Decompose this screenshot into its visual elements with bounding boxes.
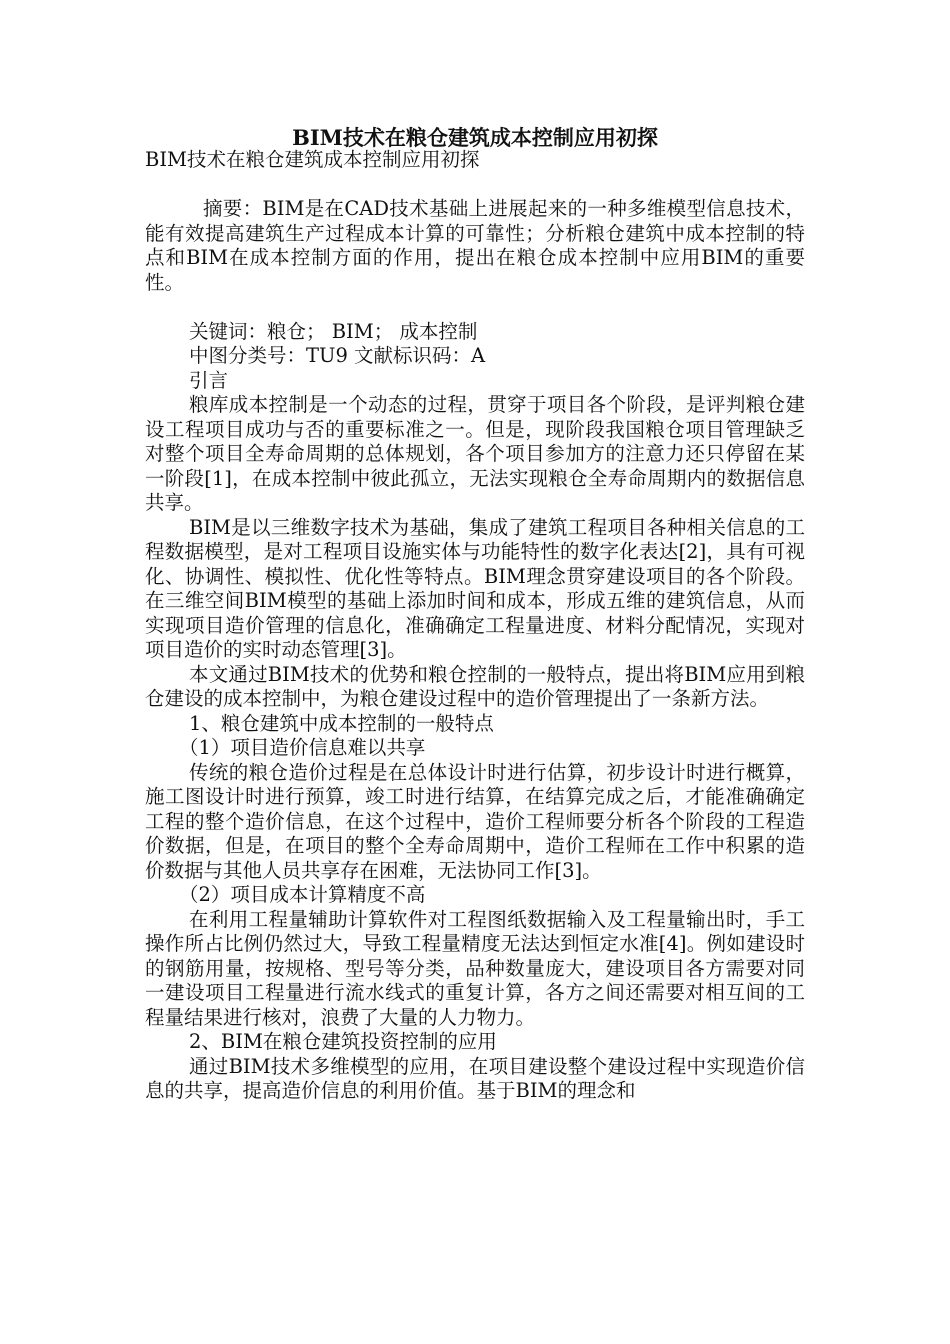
- keywords-line: 关键词：粮仓； BIM； 成本控制: [189, 319, 478, 343]
- section-1-heading: 1、粮仓建筑中成本控制的一般特点: [189, 711, 494, 735]
- section-1-paragraph-1: 传统的粮仓造价过程是在总体设计时进行估算，初步设计时进行概算，施工图设计时进行预算，竣工时进行结算，在结算完成之后，才能准确确定工程的整个造价信息，在这个过程中，造价工程师要分析各个阶段的工程造价数据，但是，在项目的整个全寿命周期中，造价工程师在工作中积累的造价数据与其他人员共享存在困难，无法协同工作[3]。: [145, 760, 805, 882]
- section-2-paragraph-1: 通过BIM技术多维模型的应用，在项目建设整个建设过程中实现造价信息的共享，提高造价信息的利用价值。基于BIM的理念和: [145, 1054, 805, 1102]
- document-title: BIM技术在粮仓建筑成本控制应用初探: [292, 125, 658, 150]
- spacer: [145, 295, 805, 320]
- intro-heading: 引言: [189, 368, 229, 392]
- spacer: [145, 173, 805, 198]
- classification-line: 中图分类号：TU9 文献标识码：A: [189, 344, 486, 367]
- section-1-paragraph-2: 在利用工程量辅助计算软件对工程图纸数据输入及工程量输出时，手工操作所占比例仍然过大，导致工程量精度无法达到恒定水准[4]。例如建设时的钢筋用量，按规格、型号等分类，品种数量庞大，建设项目各方需要对同一建设项目工程量进行流水线式的重复计算，各方之间还需要对相互间的工程量结果进行核对，浪费了大量的人力物力。: [145, 907, 805, 1029]
- intro-paragraph-3: 本文通过BIM技术的优势和粮仓控制的一般特点，提出将BIM应用到粮仓建设的成本控制中，为粮仓建设过程中的造价管理提出了一条新方法。: [145, 662, 805, 710]
- section-1-subheading-1: （1）项目造价信息难以共享: [179, 736, 426, 759]
- intro-paragraph-2: BIM是以三维数字技术为基础，集成了建筑工程项目各种相关信息的工程数据模型，是对工程项目设施实体与功能特性的数字化表达[2]，具有可视化、协调性、模拟性、优化性等特点。BIM理念贯穿建设项目的各个阶段。在三维空间BIM模型的基础上添加时间和成本，形成五维的建筑信息，从而实现项目造价管理的信息化，准确确定工程量进度、材料分配情况，实现对项目造价的实时动态管理[3]。: [145, 515, 805, 661]
- abstract-paragraph: 摘要：BIM是在CAD技术基础上进展起来的一种多维模型信息技术，能有效提高建筑生产过程成本计算的可靠性；分析粮仓建筑中成本控制的特点和BIM在成本控制方面的作用，提出在粮仓成本控制中应用BIM的重要性。: [145, 197, 805, 294]
- section-2-heading: 2、BIM在粮仓建筑投资控制的应用: [189, 1030, 497, 1053]
- document-subtitle: BIM技术在粮仓建筑成本控制应用初探: [145, 148, 480, 171]
- document-body: [145, 148, 805, 1104]
- section-1-subheading-2: （2）项目成本计算精度不高: [179, 883, 426, 906]
- intro-paragraph-1: 粮库成本控制是一个动态的过程，贯穿于项目各个阶段，是评判粮仓建设工程项目成功与否的重要标准之一。但是，现阶段我国粮仓项目管理缺乏对整个项目全寿命周期的总体规划，各个项目参加方的注意力还只停留在某一阶段[1]，在成本控制中彼此孤立，无法实现粮仓全寿命周期内的数据信息共享。: [145, 393, 805, 514]
